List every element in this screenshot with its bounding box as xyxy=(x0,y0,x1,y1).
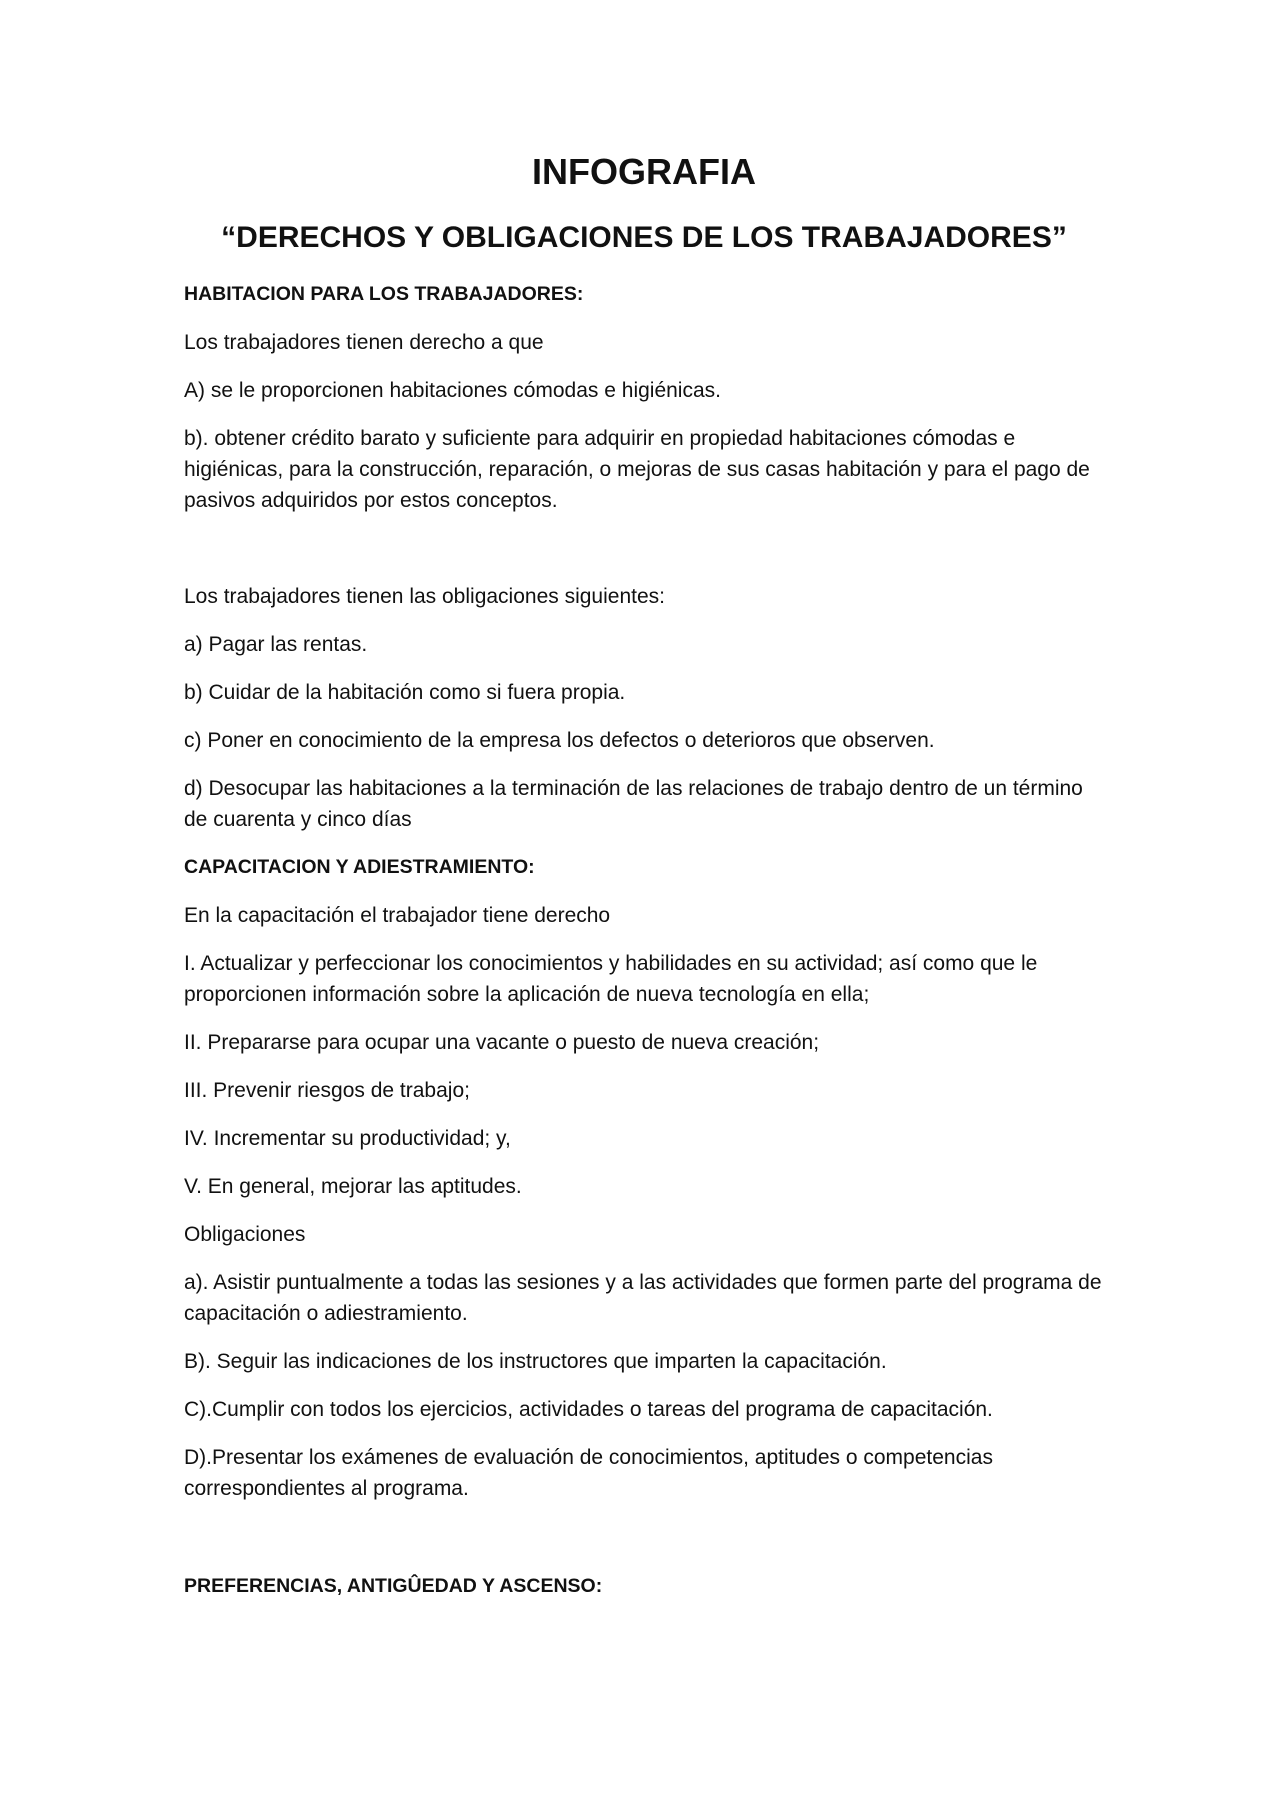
document-subtitle: “DERECHOS Y OBLIGACIONES DE LOS TRABAJADORES” xyxy=(221,221,1067,255)
section-heading: CAPACITACION Y ADIESTRAMIENTO: xyxy=(184,855,535,878)
document-title: INFOGRAFIA xyxy=(532,151,756,192)
list-item: a). Asistir puntualmente a todas las sesiones y a las actividades que formen parte del programa de capacitación o adiestramiento. xyxy=(184,1270,1102,1325)
section-intro: Los trabajadores tienen derecho a que xyxy=(184,330,544,354)
section-intro: En la capacitación el trabajador tiene derecho xyxy=(184,903,611,927)
obligations-intro: Obligaciones xyxy=(184,1222,306,1246)
spacer xyxy=(184,533,1104,581)
section-preferencias xyxy=(184,1571,1104,1602)
list-item: IV. Incrementar su productividad; y, xyxy=(184,1126,511,1150)
spacer xyxy=(184,1521,1104,1571)
list-item: B). Seguir las indicaciones de los instructores que imparten la capacitación. xyxy=(184,1349,887,1373)
list-item: III. Prevenir riesgos de trabajo; xyxy=(184,1078,470,1102)
list-item: d) Desocupar las habitaciones a la terminación de las relaciones de trabajo dentro de un término de cuarenta y cinco días xyxy=(184,776,1083,831)
document-page xyxy=(184,150,1104,1619)
list-item: II. Prepararse para ocupar una vacante o puesto de nueva creación; xyxy=(184,1030,820,1054)
section-heading: HABITACION PARA LOS TRABAJADORES: xyxy=(184,282,584,305)
section-heading: PREFERENCIAS, ANTIGÛEDAD Y ASCENSO: xyxy=(184,1574,603,1597)
list-item: A) se le proporcionen habitaciones cómodas e higiénicas. xyxy=(184,378,721,402)
list-item: c) Poner en conocimiento de la empresa los defectos o deterioros que observen. xyxy=(184,728,935,752)
section-habitacion xyxy=(184,279,1104,835)
list-item: D).Presentar los exámenes de evaluación de conocimientos, aptitudes o competencias correspondientes al programa. xyxy=(184,1445,993,1500)
obligations-intro: Los trabajadores tienen las obligaciones siguientes: xyxy=(184,584,665,608)
list-item: I. Actualizar y perfeccionar los conocimientos y habilidades en su actividad; así como que le proporcionen información sobre la aplicación de nueva tecnología en ella; xyxy=(184,951,1038,1006)
list-item: C).Cumplir con todos los ejercicios, actividades o tareas del programa de capacitación. xyxy=(184,1397,993,1421)
list-item: b) Cuidar de la habitación como si fuera propia. xyxy=(184,680,626,704)
section-capacitacion xyxy=(184,852,1104,1504)
list-item: V. En general, mejorar las aptitudes. xyxy=(184,1174,522,1198)
list-item: a) Pagar las rentas. xyxy=(184,632,368,656)
list-item: b). obtener crédito barato y suficiente para adquirir en propiedad habitaciones cómodas e higiénicas, para la construcción, reparación, o mejoras de sus casas habitación y para el pago de pasivos adquiridos por estos conceptos. xyxy=(184,426,1090,512)
